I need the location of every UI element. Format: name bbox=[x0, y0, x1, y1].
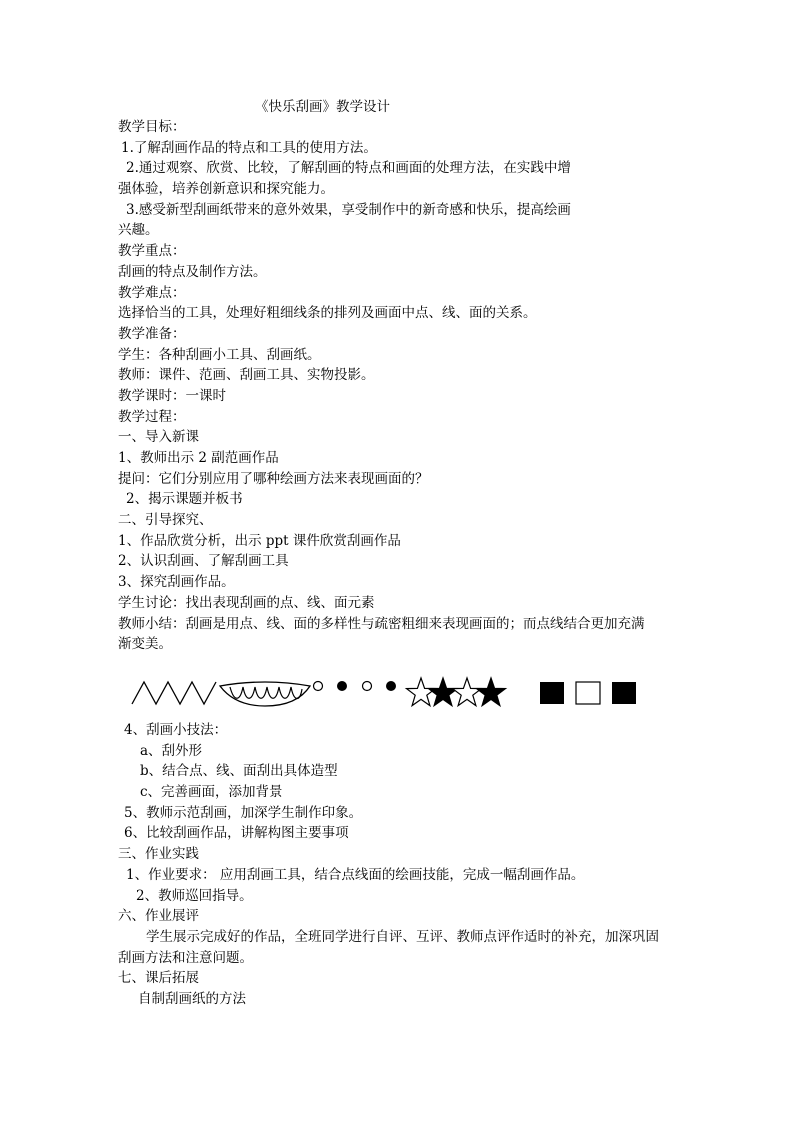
text-line: 1、作业要求： 应用刮画工具，结合点线面的绘画技能，完成一幅刮画作品。 bbox=[126, 866, 585, 883]
hollow-star bbox=[407, 678, 436, 706]
text-line: c、完善画面，添加背景 bbox=[140, 784, 283, 801]
hollow-star bbox=[453, 678, 482, 706]
text-line: 刮画的特点及制作方法。 bbox=[118, 263, 267, 280]
text-line: 教学课时：一课时 bbox=[118, 387, 226, 404]
solid-square bbox=[540, 682, 564, 704]
wavy-line bbox=[230, 687, 302, 699]
text-line: 刮画方法和注意问题。 bbox=[118, 949, 253, 966]
text-line: 教学目标： bbox=[118, 119, 186, 135]
text-line: 提问：它们分别应用了哪种绘画方法来表现画面的？ bbox=[118, 470, 429, 487]
hollow-square bbox=[576, 682, 600, 704]
document-title: 《快乐刮画》教学设计 bbox=[255, 99, 390, 115]
text-line: 教学重点： bbox=[118, 243, 186, 260]
text-line: 1、作品欣赏分析，出示 ppt 课件欣赏刮画作品 bbox=[118, 532, 401, 549]
text-line: b、结合点、线、面刮出具体造型 bbox=[140, 763, 338, 780]
point-line-plane-illustration bbox=[125, 672, 655, 714]
text-line: 1、教师出示 2 副范画作品 bbox=[118, 450, 279, 466]
text-line: 七、课后拓展 bbox=[118, 970, 199, 987]
text-line: 2、揭示课题并板书 bbox=[126, 491, 243, 508]
text-line: 教学准备： bbox=[118, 325, 186, 342]
solid-square bbox=[612, 682, 636, 704]
text-line: 三、作业实践 bbox=[118, 846, 199, 863]
text-line: 学生：各种刮画小工具、刮画纸。 bbox=[118, 346, 321, 363]
text-line: 一、导入新课 bbox=[118, 429, 199, 446]
text-line: 教师小结：刮画是用点、线、面的多样性与疏密粗细来表现画面的；而点线结合更加充满 bbox=[118, 615, 645, 632]
text-line: 6、比较刮画作品，讲解构图主要事项 bbox=[124, 825, 349, 842]
solid-dot bbox=[337, 681, 347, 691]
zigzag-line bbox=[132, 682, 216, 704]
text-line: 二、引导探究、 bbox=[118, 512, 213, 529]
text-line: 渐变美。 bbox=[118, 636, 172, 653]
text-line: 选择恰当的工具，处理好粗细线条的排列及画面中点、线、面的关系。 bbox=[118, 305, 537, 322]
solid-dot bbox=[386, 681, 396, 691]
document-body-upper bbox=[118, 117, 718, 655]
solid-star bbox=[477, 678, 506, 706]
text-line: 教学过程： bbox=[118, 408, 186, 425]
text-line: a、刮外形 bbox=[140, 742, 203, 759]
solid-star bbox=[429, 678, 458, 706]
text-line: 3.感受新型刮画纸带来的意外效果，享受制作中的新奇感和快乐，提高绘画 bbox=[126, 201, 571, 218]
text-line: 学生讨论：找出表现刮画的点、线、面元素 bbox=[118, 594, 375, 611]
hollow-dot bbox=[314, 682, 323, 691]
text-line: 教学难点： bbox=[118, 284, 186, 301]
star-group bbox=[407, 678, 506, 706]
text-line: 3、探究刮画作品。 bbox=[118, 574, 235, 591]
text-line: 学生展示完成好的作品，全班同学进行自评、互评、教师点评作适时的补充，加深巩固 bbox=[146, 928, 659, 945]
text-line: 2、教师巡回指导。 bbox=[136, 887, 253, 904]
text-line: 六、作业展评 bbox=[118, 908, 199, 925]
document-body-lower bbox=[118, 720, 718, 1010]
text-line: 兴趣。 bbox=[118, 222, 159, 239]
text-line: 2.通过观察、欣赏、比较，了解刮画的特点和画面的处理方法，在实践中增 bbox=[126, 160, 571, 177]
hollow-dot bbox=[363, 682, 372, 691]
text-line: 教师：课件、范画、刮画工具、实物投影。 bbox=[118, 367, 375, 384]
text-line: 4、刮画小技法： bbox=[124, 722, 228, 738]
text-line: 1.了解刮画作品的特点和工具的使用方法。 bbox=[121, 139, 377, 156]
text-line: 强体验，培养创新意识和探究能力。 bbox=[118, 181, 334, 198]
text-line: 2、认识刮画、了解刮画工具 bbox=[118, 553, 289, 570]
text-line: 5、教师示范刮画，加深学生制作印象。 bbox=[124, 804, 363, 821]
text-line: 自制刮画纸的方法 bbox=[138, 990, 246, 1007]
